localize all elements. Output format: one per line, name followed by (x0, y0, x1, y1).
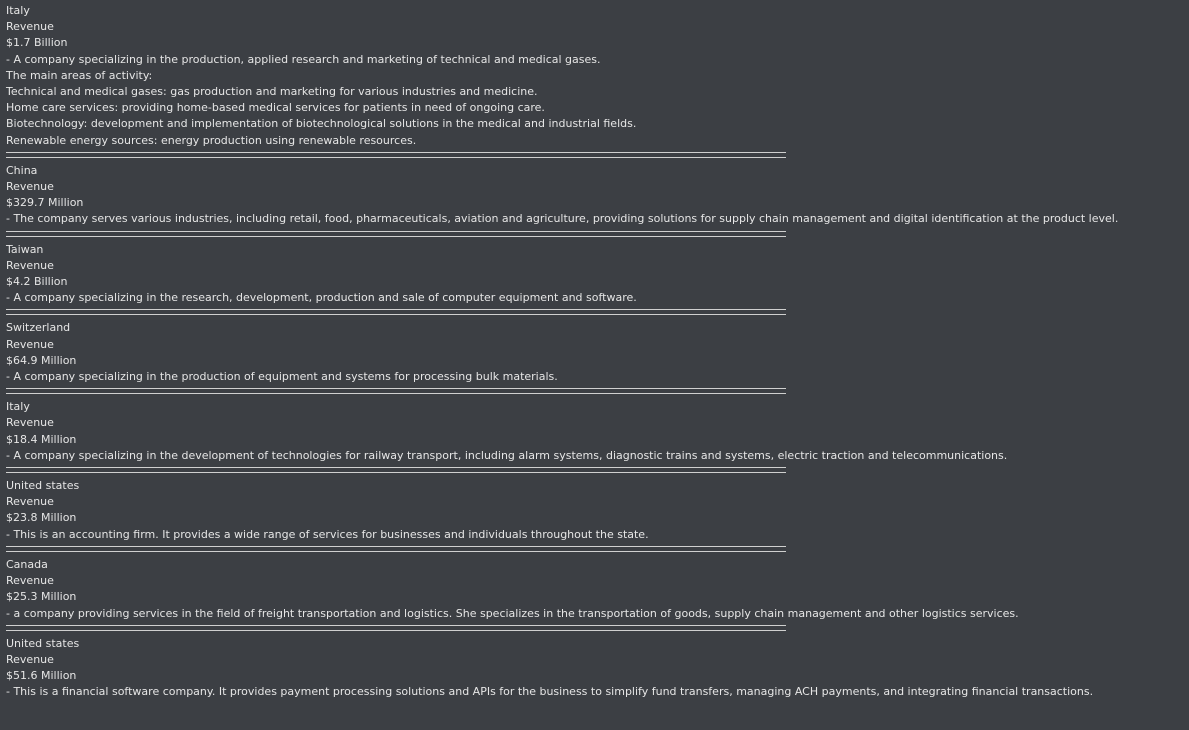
country: United states (6, 479, 80, 493)
revenue-value: $4.2 Billion (6, 275, 68, 289)
description: - A company specializing in the research, development, production and sale of computer equipment and software. (6, 291, 637, 305)
separator-line (6, 388, 786, 394)
company-entry (6, 636, 1186, 701)
revenue-label: Revenue (6, 180, 54, 194)
company-entry (6, 3, 1186, 149)
revenue-label: Revenue (6, 258, 54, 272)
country: Switzerland (6, 321, 71, 335)
separator-line (6, 625, 786, 631)
country: Taiwan (6, 242, 44, 256)
revenue-value: $25.3 Million (6, 590, 77, 604)
revenue-label: Revenue (6, 652, 54, 666)
separator-line (6, 152, 786, 158)
country: United states (6, 636, 80, 650)
detail-line: Biotechnology: development and implementation of biotechnological solutions in the medical and industrial fields. (6, 117, 637, 131)
separator-line (6, 467, 786, 473)
description: - A company specializing in the production, applied research and marketing of technical and medical gases. (6, 52, 601, 66)
country: Canada (6, 557, 48, 571)
revenue-label: Revenue (6, 337, 54, 351)
company-entry (6, 478, 1186, 543)
separator-line (6, 546, 786, 552)
country: Italy (6, 4, 30, 17)
description: - This is a financial software company. It provides payment processing solutions and APIs for the business to simplify fund transfers, managing ACH payments, and integrating financial transactions. (6, 685, 1094, 699)
description: - A company specializing in the production of equipment and systems for processing bulk materials. (6, 370, 558, 384)
detail-line: Renewable energy sources: energy production using renewable resources. (6, 133, 417, 147)
revenue-label: Revenue (6, 574, 54, 588)
description: - This is an accounting firm. It provides a wide range of services for businesses and individuals throughout the state. (6, 527, 649, 541)
company-entry (6, 320, 1186, 385)
separator-line (6, 231, 786, 237)
revenue-label: Revenue (6, 495, 54, 509)
revenue-label: Revenue (6, 416, 54, 430)
message-feed (6, 0, 1186, 701)
detail-line: Technical and medical gases: gas production and marketing for various industries and medicine. (6, 85, 538, 99)
company-entry (6, 242, 1186, 307)
detail-line: The main areas of activity: (6, 68, 153, 82)
description: - a company providing services in the field of freight transportation and logistics. She specializes in the transportation of goods, supply chain management and other logistics services. (6, 606, 1019, 620)
country: Italy (6, 400, 30, 414)
company-entry (6, 399, 1186, 464)
country: China (6, 163, 38, 177)
revenue-value: $51.6 Million (6, 669, 77, 683)
detail-line: Home care services: providing home-based medical services for patients in need of ongoing care. (6, 101, 545, 115)
separator-line (6, 309, 786, 315)
revenue-value: $64.9 Million (6, 353, 77, 367)
description: - A company specializing in the development of technologies for railway transport, including alarm systems, diagnostic trains and systems, electric traction and telecommunications. (6, 448, 1008, 462)
revenue-value: $18.4 Million (6, 432, 77, 446)
company-entry (6, 557, 1186, 622)
revenue-value: $23.8 Million (6, 511, 77, 525)
description: - The company serves various industries, including retail, food, pharmaceuticals, aviation and agriculture, providing solutions for supply chain management and digital identification at the product level. (6, 212, 1119, 226)
revenue-label: Revenue (6, 20, 54, 34)
company-entry (6, 163, 1186, 228)
revenue-value: $1.7 Billion (6, 36, 68, 50)
revenue-value: $329.7 Million (6, 196, 84, 210)
